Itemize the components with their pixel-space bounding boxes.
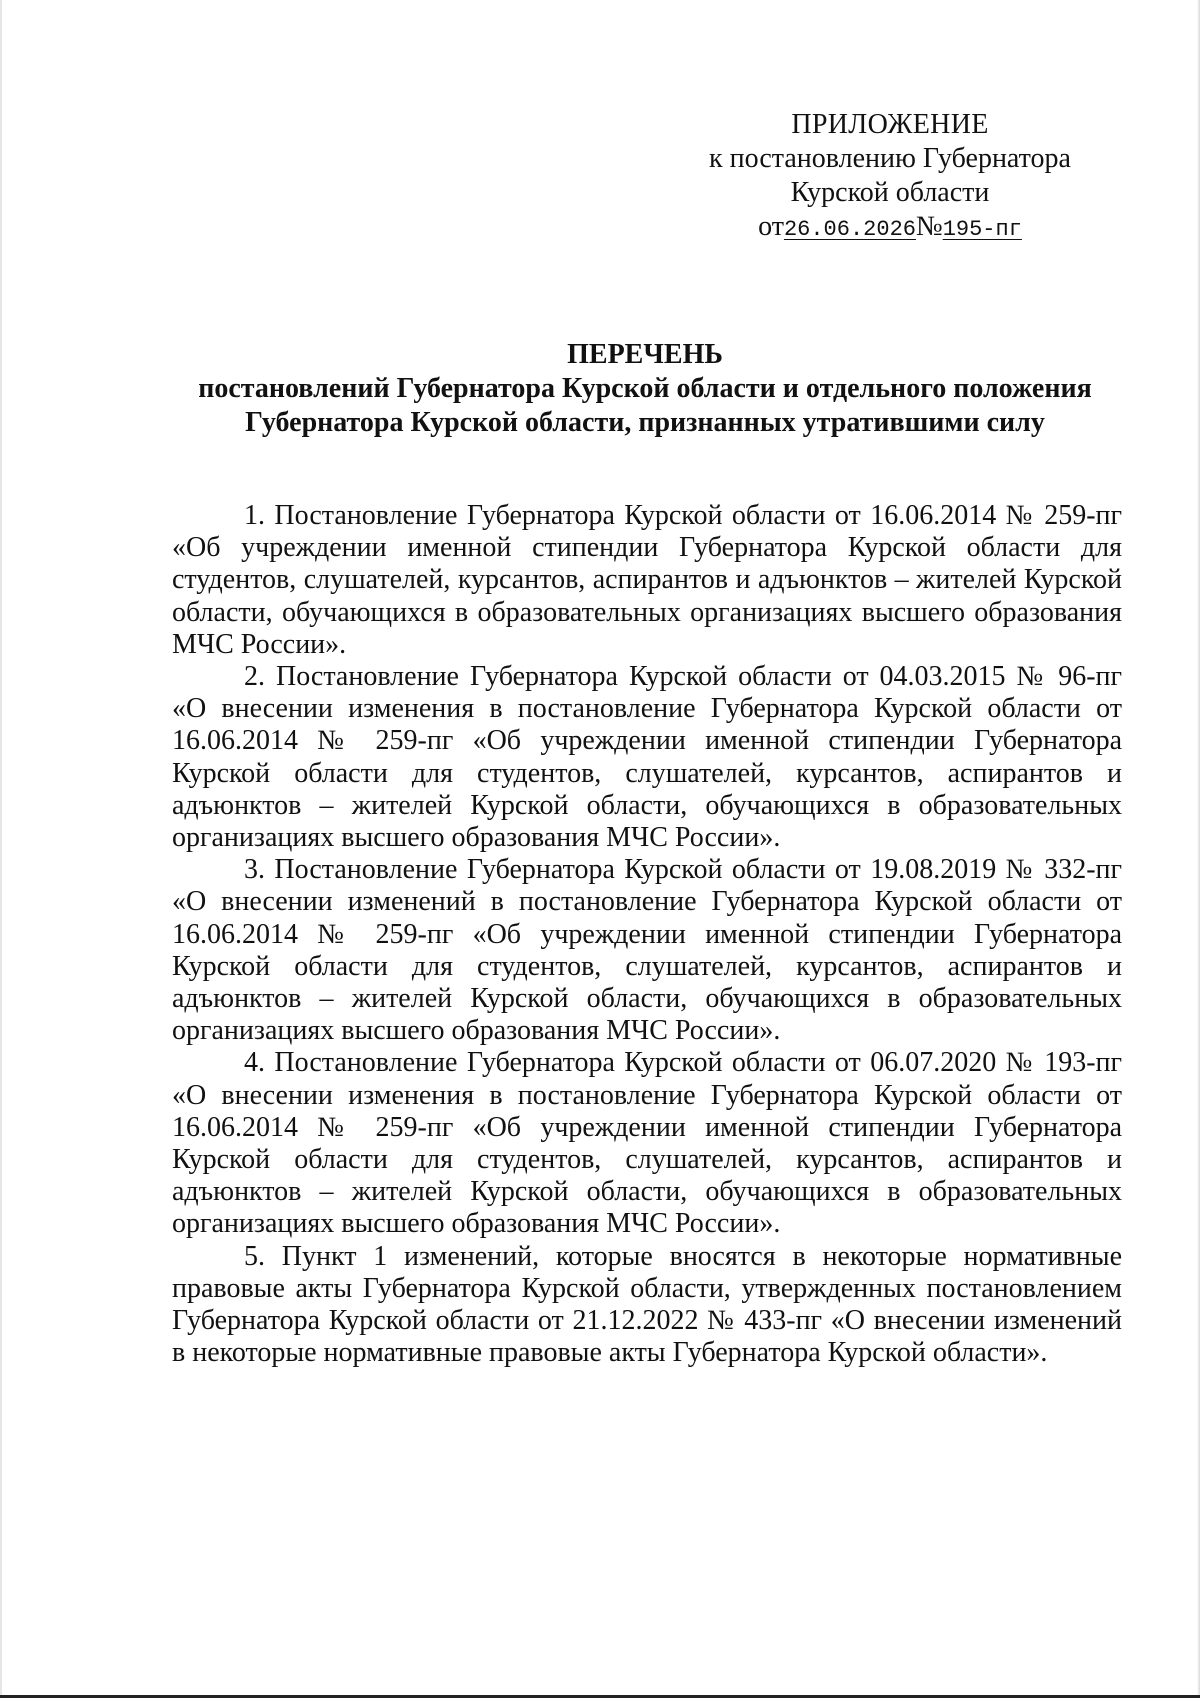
document-date: 26.06.2026	[783, 217, 916, 242]
heading-title: ПЕРЕЧЕНЬ	[567, 339, 723, 370]
list-item-5: 5. Пункт 1 изменений, которые вносятся в некоторые нормативные правовые акты Губернатора Курской области, утвержденных постановлением Губернатора Курской области от 21.12.2022 № 433-пг «О внесении изменений в некоторые нормативные правовые акты Губернатора Курской области».	[172, 1240, 1122, 1369]
number-sign: №	[915, 211, 943, 242]
document-number: 195-пг	[942, 217, 1022, 242]
appendix-date-line	[670, 210, 1110, 247]
heading-subtitle-line-1: постановлений Губернатора Курской области и отдельного положения	[198, 373, 1092, 404]
list-item-2: 2. Постановление Губернатора Курской области от 04.03.2015 № 96-пг «О внесении изменения в постановление Губернатора Курской области от 16.06.2014 № 259-пг «Об учреждении именной стипендии Губернатора Курской области для студентов, слушателей, курсантов, аспирантов и адъюнктов – жителей Курской области, обучающихся в образовательных организациях высшего образования МЧС России».	[172, 661, 1122, 854]
scan-edge-left	[0, 0, 2, 1698]
document-body	[172, 500, 1122, 1369]
appendix-line-1: к постановлению Губернатора	[709, 143, 1071, 174]
appendix-title: ПРИЛОЖЕНИЕ	[791, 109, 989, 140]
list-item-3: 3. Постановление Губернатора Курской области от 19.08.2019 № 332-пг «О внесении изменений в постановление Губернатора Курской области от 16.06.2014 № 259-пг «Об учреждении именной стипендии Губернатора Курской области для студентов, слушателей, курсантов, аспирантов и адъюнктов – жителей Курской области, обучающихся в образовательных организациях высшего образования МЧС России».	[172, 854, 1122, 1047]
appendix-block	[670, 108, 1110, 247]
date-prefix: от	[758, 211, 784, 242]
appendix-line-2: Курской области	[790, 177, 990, 208]
list-item-1: 1. Постановление Губернатора Курской области от 16.06.2014 № 259-пг «Об учреждении именной стипендии Губернатора Курской области для студентов, слушателей, курсантов, аспирантов и адъюнктов – жителей Курской области, обучающихся в образовательных организациях высшего образования МЧС России».	[172, 500, 1122, 660]
heading-subtitle-line-2: Губернатора Курской области, признанных утратившими силу	[245, 407, 1045, 438]
list-item-4: 4. Постановление Губернатора Курской области от 06.07.2020 № 193-пг «О внесении изменения в постановление Губернатора Курской области от 16.06.2014 № 259-пг «Об учреждении именной стипендии Губернатора Курской области для студентов, слушателей, курсантов, аспирантов и адъюнктов – жителей Курской области, обучающихся в образовательных организациях высшего образования МЧС России».	[172, 1047, 1122, 1240]
document-heading	[150, 338, 1140, 440]
